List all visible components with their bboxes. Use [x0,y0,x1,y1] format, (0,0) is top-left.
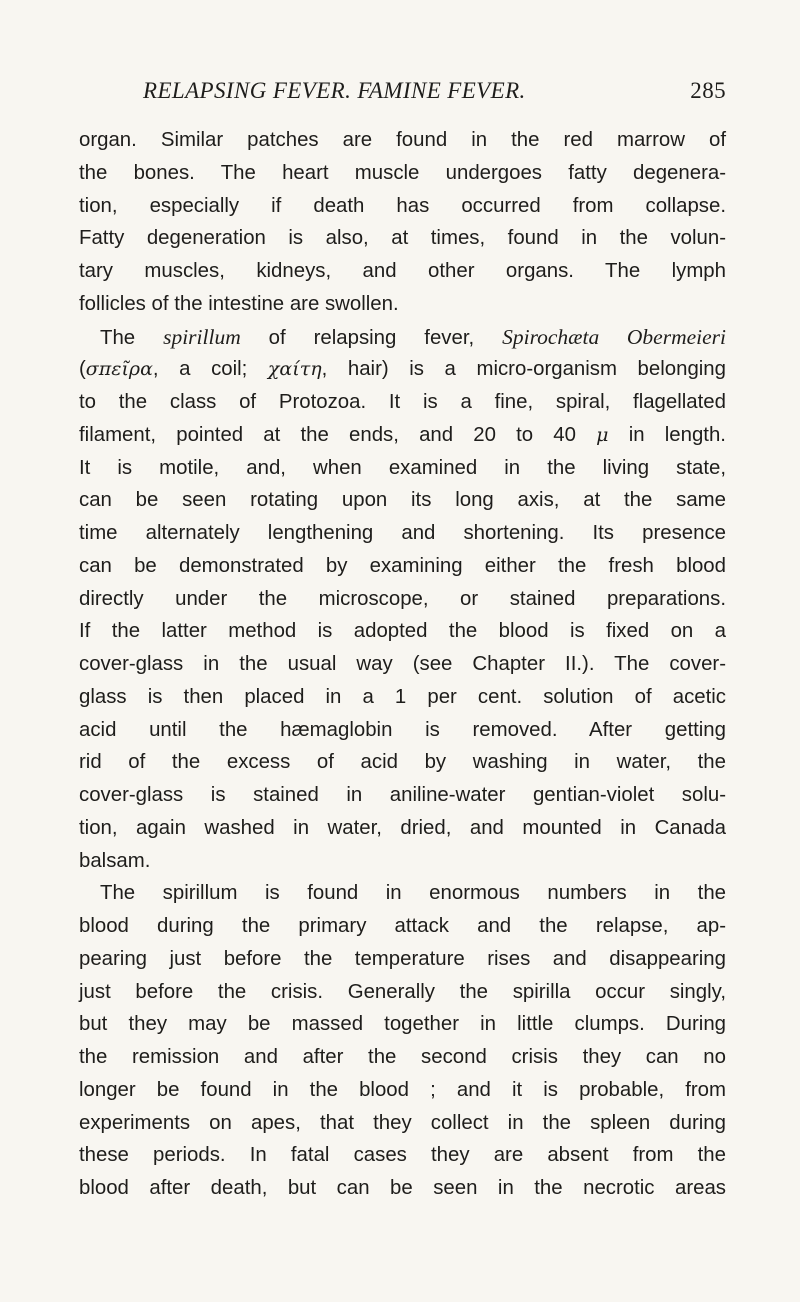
running-title: RELAPSING FEVER. FAMINE FEVER. [143,78,526,103]
text-line: The spirillum is found in enormous numbers in the [100,882,726,905]
text-line: balsam. [79,849,151,872]
text-line: to the class of Protozoa. It is a fine, spiral, flagellated [79,391,726,413]
text-span: of relapsing fever, [240,326,503,349]
italic-term: Spirochæta Obermeieri [502,324,726,349]
text-line: can be seen rotating upon its long axis, at the same [79,489,726,512]
text-span: ( [79,358,86,381]
text-line: acid until the hæmaglobin is removed. After getting [79,718,726,741]
text-line: rid of the excess of acid by washing in water, the [79,751,726,774]
text-line: pearing just before the temperature rises and disappearing [79,947,726,970]
text-line [79,321,726,354]
text-span: , a coil; [152,358,268,381]
text-line: the remission and after the second crisis they can no [79,1046,726,1068]
text-span: in length. [608,423,726,446]
text-line [79,353,726,386]
text-line: organ. Similar patches are found in the red marrow of [79,129,726,151]
greek-word: χαίτη [267,358,322,381]
text-line: just before the crisis. Generally the spirilla occur singly, [79,980,726,1003]
greek-symbol: μ [596,423,609,446]
text-line [79,419,726,452]
text-line: tion, again washed in water, dried, and mounted in Canada [79,816,726,839]
italic-term: spirillum [163,324,241,349]
greek-word: σπεῖρα [85,358,153,381]
text-line: cover-glass is stained in aniline-water gentian-violet solu- [79,784,726,806]
text-line: can be demonstrated by examining either the fresh blood [79,554,726,577]
text-line: tion, especially if death has occurred from collapse. [79,194,726,217]
text-line: If the latter method is adopted the blood is fixed on a [79,620,726,643]
running-header [143,78,726,110]
text-line: blood after death, but can be seen in the necrotic areas [79,1177,726,1199]
text-line: It is motile, and, when examined in the living state, [79,456,726,479]
text-span: The [100,326,164,349]
text-line: cover-glass in the usual way (see Chapter II.). The cover- [79,653,726,675]
body-text [79,124,726,1205]
text-line: blood during the primary attack and the relapse, ap- [79,915,726,937]
text-line: follicles of the intestine are swollen. [79,292,399,315]
text-span: filament, pointed at the ends, and 20 to 40 [79,423,597,446]
text-line: directly under the microscope, or stained preparations. [79,587,726,610]
text-line: longer be found in the blood ; and it is probable, from [79,1078,726,1101]
text-line: Fatty degeneration is also, at times, found in the volun- [79,227,726,250]
text-line: but they may be massed together in little clumps. During [79,1013,726,1036]
text-span: , hair) is a micro-organism belonging [321,358,726,381]
text-line: time alternately lengthening and shortening. Its presence [79,522,726,544]
text-line: tary muscles, kidneys, and other organs. The lymph [79,260,726,282]
text-line: glass is then placed in a 1 per cent. solution of acetic [79,685,726,708]
page-number: 285 [690,78,726,103]
text-line: the bones. The heart muscle undergoes fatty degenera- [79,161,726,184]
text-line: experiments on apes, that they collect in the spleen during [79,1111,726,1134]
text-line: these periods. In fatal cases they are absent from the [79,1144,726,1167]
